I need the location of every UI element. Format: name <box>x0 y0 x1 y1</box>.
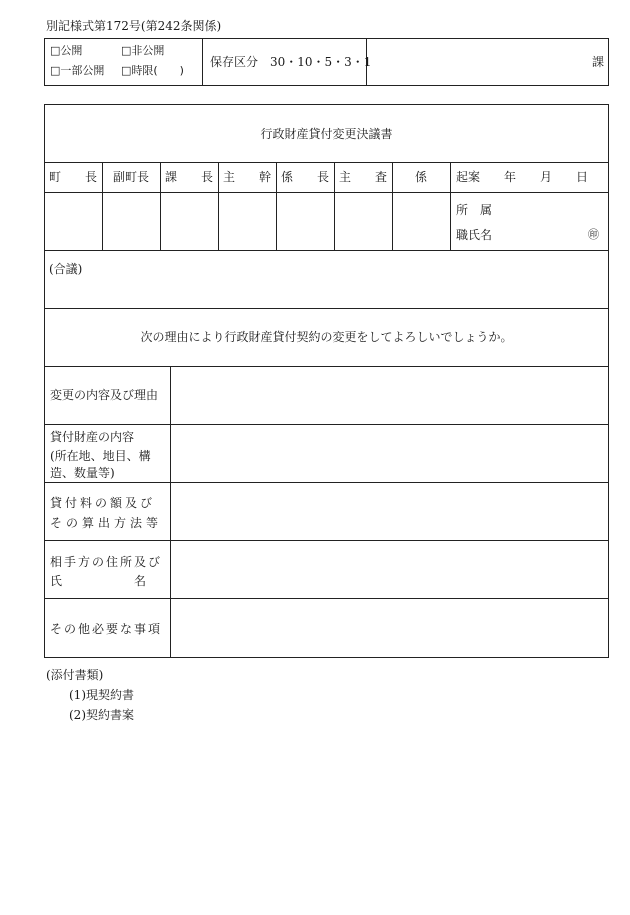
checkbox-public[interactable]: □公開 <box>50 44 83 57</box>
checkbox-time-limited[interactable]: □時限( ) <box>121 64 184 77</box>
col-line <box>450 162 451 250</box>
item-line: 貸付財産の内容 <box>50 430 135 444</box>
item-change-content-reason: 変更の内容及び理由 <box>50 388 159 402</box>
approval-request-text: 次の理由により行政財産貸付契約の変更をしてよろしいでしょうか。 <box>140 330 513 344</box>
consultation-label: (合議) <box>49 262 83 276</box>
row-line <box>44 366 609 367</box>
item-leased-property-detail-2: 造、数量等) <box>50 466 115 480</box>
approver-section-chief: 課 長 <box>164 170 213 184</box>
item-leased-property-content <box>50 430 165 444</box>
attachment-item-2: (2)契約書案 <box>69 708 134 722</box>
item-lease-fee: 貸付料の額及び <box>50 496 156 510</box>
item-col-line <box>170 366 171 658</box>
attachment-item-1: (1)現契約書 <box>69 688 134 702</box>
row-line <box>44 250 609 251</box>
item-counterparty-address: 相手方の住所及び <box>50 555 163 569</box>
seal-mark: ㊞ <box>588 228 599 241</box>
draft-date: 起案 年 月 日 <box>456 170 589 184</box>
official-name-label: 職氏名 <box>456 228 493 242</box>
retention-category: 保存区分 30・10・5・3・1 <box>210 55 372 69</box>
approver-manager: 主 幹 <box>222 170 271 184</box>
checkbox-partial-public[interactable]: □一部公開 <box>50 64 105 77</box>
row-line <box>44 598 609 599</box>
item-lease-fee-calc: その算出方法等 <box>50 516 163 530</box>
divider <box>202 38 203 86</box>
approver-staff: 係 <box>414 170 427 184</box>
item-leased-property-detail: (所在地、地目、構 <box>50 449 151 463</box>
row-line <box>44 424 609 425</box>
row-line <box>44 308 609 309</box>
row-line <box>44 162 609 163</box>
approver-subsection-chief: 係 長 <box>280 170 329 184</box>
item-other-matters: その他必要な事項 <box>50 622 163 636</box>
department-suffix: 課 <box>592 55 605 69</box>
item-counterparty-name: 氏 名 <box>50 574 147 588</box>
attachments-heading: (添付書類) <box>46 668 104 682</box>
document-title: 行政財産貸付変更決議書 <box>260 127 393 141</box>
row-line <box>44 482 609 483</box>
approver-deputy-mayor: 副町長 <box>112 170 149 184</box>
row-line <box>44 540 609 541</box>
row-line <box>44 192 609 193</box>
approver-inspector: 主 査 <box>338 170 387 184</box>
approver-mayor: 町 長 <box>48 170 97 184</box>
form-number: 別記様式第172号(第242条関係) <box>46 19 222 33</box>
affiliation-label: 所 属 <box>456 203 493 217</box>
checkbox-non-public[interactable]: □非公開 <box>121 44 165 57</box>
